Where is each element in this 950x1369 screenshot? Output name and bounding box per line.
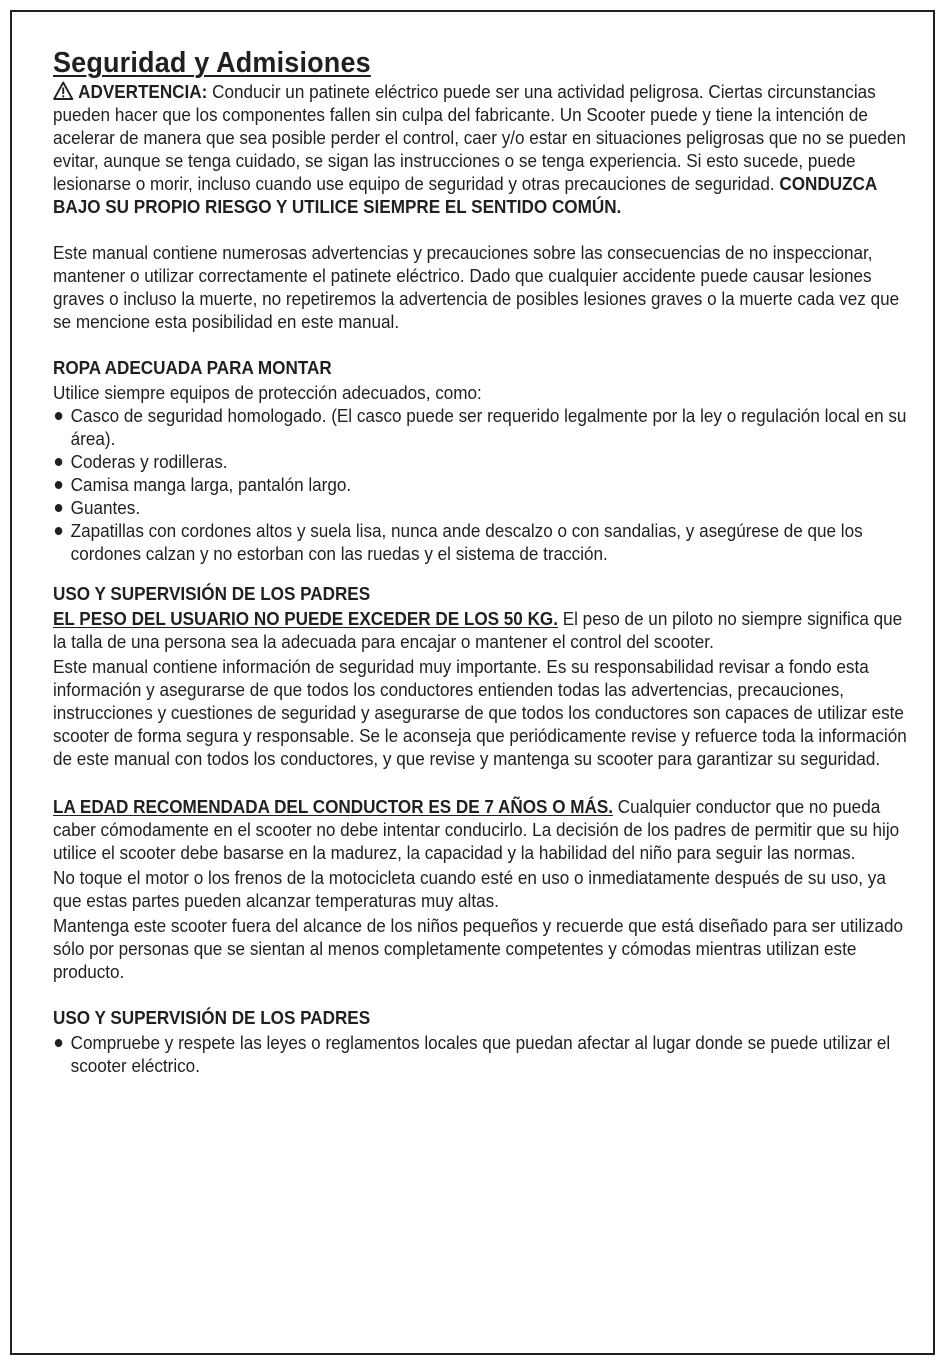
parental-heading-2: USO Y SUPERVISIÓN DE LOS PADRES <box>53 1007 371 1028</box>
list-item <box>53 450 913 473</box>
list-item <box>53 496 913 519</box>
list-item-text: Camisa manga larga, pantalón largo. <box>70 474 352 495</box>
weight-limit: EL PESO DEL USUARIO NO PUEDE EXCEDER DE LOS 50 KG. <box>53 608 558 629</box>
warning-text: Conducir un patinete eléctrico puede ser una actividad peligrosa. Ciertas circunstancias pueden hacer que los componentes fallen sin culpa del fabricante. Un Scooter puede y tiene la intención de acelerar de manera que sea posible perder el control, caer y/o estar en situaciones peligrosas que no se pueden evitar, aunque se tenga cuidado, se sigan las instrucciones o se tenga experiencia. Si esto sucede, puede lesionarse o morir, incluso cuando use equipo de seguridad y otras precauciones de seguridad. <box>53 81 906 194</box>
intro-paragraph: Este manual contiene numerosas advertencias y precauciones sobre las consecuencias de no inspeccionar, mantener o utilizar correctamente el patinete eléctrico. Dado que cualquier accidente puede causar lesiones graves o incluso la muerte, no repetiremos la advertencia de posibles lesiones graves o la muerte cada vez que se mencione esta posibilidad en este manual. <box>53 242 900 332</box>
warning-label: ADVERTENCIA: <box>78 81 208 102</box>
list-item <box>53 404 913 450</box>
list-item-text: Compruebe y respete las leyes o reglamentos locales que puedan afectar al lugar donde se puede utilizar el scooter eléctrico. <box>70 1032 891 1076</box>
page-title: Seguridad y Admisiones <box>53 47 371 79</box>
bullet-icon <box>55 1039 62 1047</box>
heat-warning-paragraph: No toque el motor o los frenos de la motocicleta cuando esté en uso o inmediatamente después de su uso, ya que estas partes pueden alcanzar temperaturas muy altas. <box>53 867 886 911</box>
list-item <box>53 1031 913 1077</box>
list-item-text: Casco de seguridad homologado. (El casco puede ser requerido legalmente por la ley o regulación local en su área). <box>70 405 907 449</box>
list-item <box>53 519 913 565</box>
bullet-icon <box>55 481 62 489</box>
age-text: Cualquier conductor que no pueda caber cómodamente en el scooter no debe intentar conducirlo. La decisión de los padres de permitir que su hijo utilice el scooter debe basarse en la madurez, la capacidad y la habilidad del niño para seguir las normas. <box>53 796 900 863</box>
parental-heading-1: USO Y SUPERVISIÓN DE LOS PADRES <box>53 583 371 604</box>
warning-paragraph <box>53 80 913 218</box>
list-item-text: Coderas y rodilleras. <box>70 451 228 472</box>
bullet-icon <box>55 504 62 512</box>
keep-away-paragraph: Mantenga este scooter fuera del alcance de los niños pequeños y recuerde que está diseñado para ser utilizado sólo por personas que se sientan al menos completamente competentes y cómodas mientras utilizan este producto. <box>53 915 904 982</box>
weight-paragraph <box>53 607 913 653</box>
document-content <box>53 46 913 1077</box>
riding-gear-lead: Utilice siempre equipos de protección adecuados, como: <box>53 382 482 403</box>
bullet-icon <box>55 527 62 535</box>
riding-gear-list <box>53 404 913 565</box>
riding-gear-heading: ROPA ADECUADA PARA MONTAR <box>53 357 332 378</box>
parental-list <box>53 1031 913 1077</box>
bullet-icon <box>55 412 62 420</box>
list-item-text: Zapatillas con cordones altos y suela lisa, nunca ande descalzo o con sandalias, y asegúrese de que los cordones calzan y no estorban con las ruedas y el sistema de tracción. <box>70 520 863 564</box>
list-item <box>53 473 913 496</box>
age-recommendation: LA EDAD RECOMENDADA DEL CONDUCTOR ES DE 7 AÑOS O MÁS. <box>53 796 614 817</box>
age-paragraph <box>53 795 913 864</box>
warning-triangle-icon <box>53 81 73 100</box>
responsibility-paragraph: Este manual contiene información de seguridad muy importante. Es su responsabilidad revisar a fondo esta información y asegurarse de que todos los conductores entienden todas las advertencias, precauciones, instrucciones y cuestiones de seguridad y asegurarse de que todos los conductores son capaces de utilizar este scooter de forma segura y responsable. Se le aconseja que periódicamente revise y refuerce toda la información de este manual con todos los conductores, y que revise y mantenga su scooter para garantizar su seguridad. <box>53 656 907 769</box>
weight-text: El peso de un piloto no siempre significa que la talla de una persona sea la adecuada para encajar o mantener el control del scooter. <box>53 608 903 652</box>
list-item-text: Guantes. <box>70 497 141 518</box>
warning-emphasis: CONDUZCA BAJO SU PROPIO RIESGO Y UTILICE SIEMPRE EL SENTIDO COMÚN. <box>53 173 877 217</box>
bullet-icon <box>55 458 62 466</box>
